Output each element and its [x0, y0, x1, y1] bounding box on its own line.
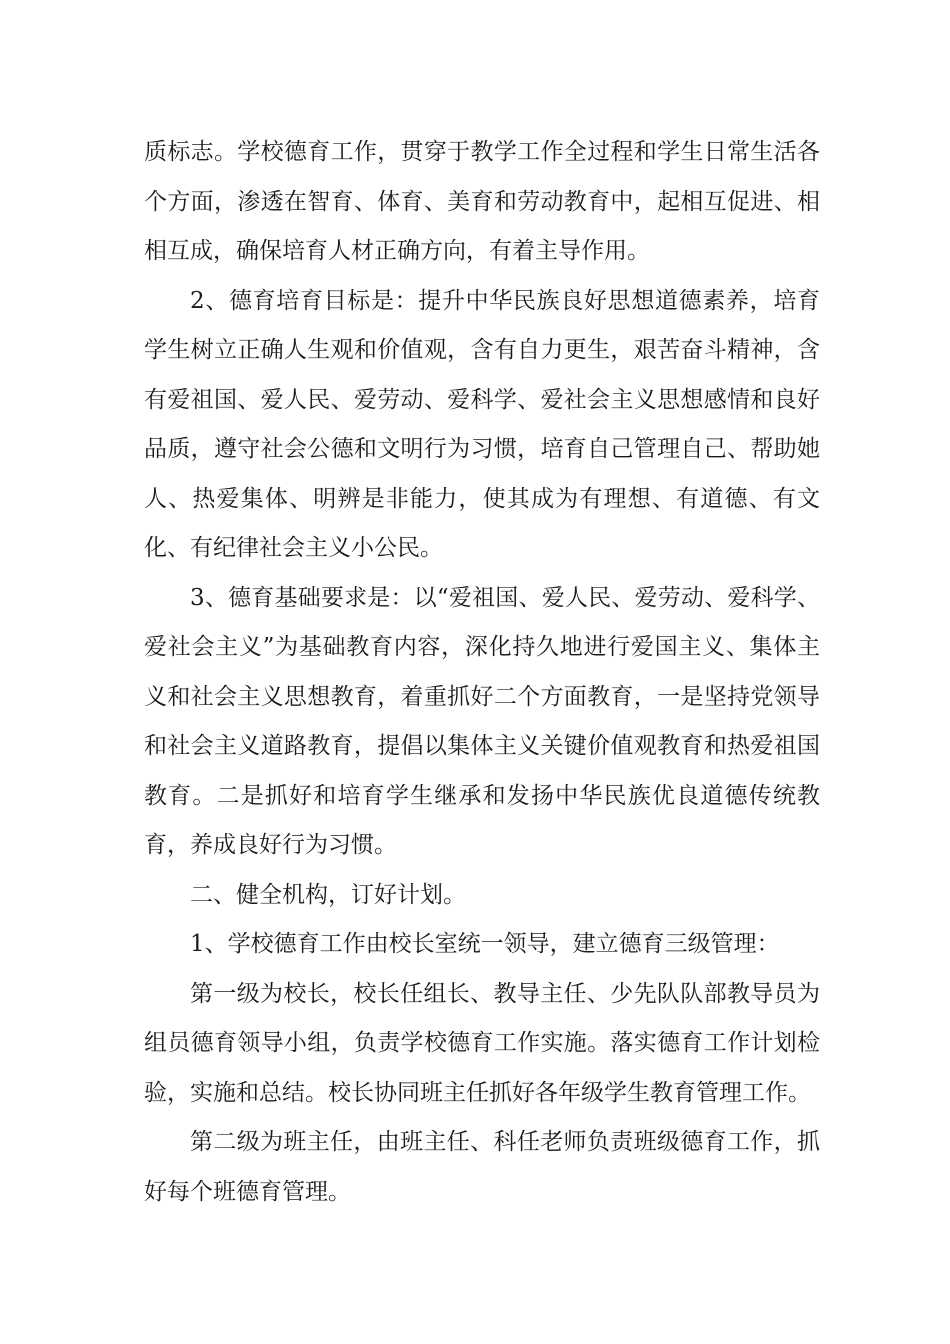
paragraph-management-levels: 1、学校德育工作由校长室统一领导，建立德育三级管理：: [190, 931, 780, 957]
document-body: [144, 128, 820, 1217]
paragraph-second-level: 第二级为班主任，由班主任、科任老师负责班级德育工作，抓好每个班德育管理。: [144, 1129, 820, 1205]
paragraph-first-level: 第一级为校长，校长任组长、教导主任、少先队队部教导员为组员德育领导小组，负责学校德育工作实施。落实德育工作计划检验，实施和总结。校长协同班主任抓好各年级学生教育管理工作。: [144, 980, 820, 1106]
paragraph-moral-education-requirements: 3、德育基础要求是：以“爱祖国、爱人民、爱劳动、爱科学、爱社会主义”为基础教育内容，深化持久地进行爱国主义、集体主义和社会主义思想教育，着重抓好二个方面教育，一是坚持党领导和社会主义道路教育，提倡以集体主义关键价值观教育和热爱祖国教育。二是抓好和培育学生继承和发扬中华民族优良道德传统教育，养成良好行为习惯。: [144, 584, 820, 858]
section-heading-organization: 二、健全机构，订好计划。: [190, 881, 466, 908]
paragraph-moral-education-goal: 2、德育培育目标是：提升中华民族良好思想道德素养，培育学生树立正确人生观和价值观，含有自力更生，艰苦奋斗精神，含有爱祖国、爱人民、爱劳动、爱科学、爱社会主义思想感情和良好品质，遵守社会公德和文明行为习惯，培育自己管理自己、帮助她人、热爱集体、明辨是非能力，使其成为有理想、有道德、有文化、有纪律社会主义小公民。: [144, 287, 820, 561]
paragraph-continuation: 质标志。学校德育工作，贯穿于教学工作全过程和学生日常生活各个方面，渗透在智育、体育、美育和劳动教育中，起相互促进、相相互成，确保培育人材正确方向，有着主导作用。: [144, 139, 820, 264]
